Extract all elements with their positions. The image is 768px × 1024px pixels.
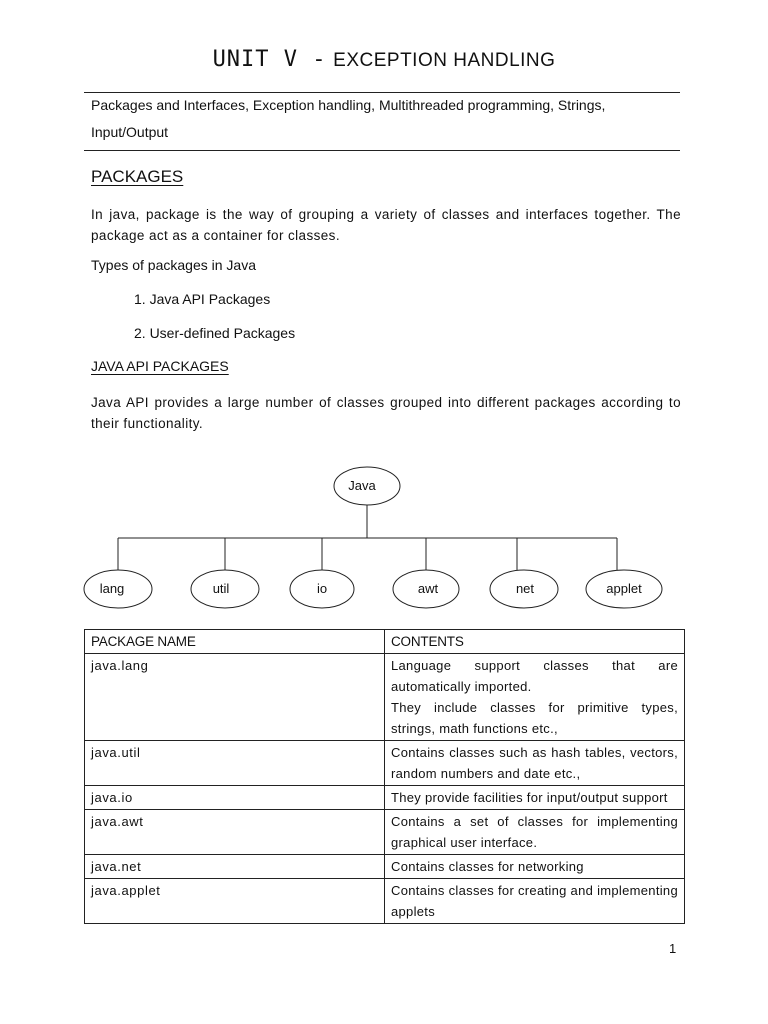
column-header-package-name: PACKAGE NAME bbox=[85, 630, 385, 654]
table-row bbox=[85, 741, 685, 786]
contents-line: They provide facilities for input/output support bbox=[391, 790, 668, 805]
list-item-api-packages: 1. Java API Packages bbox=[134, 291, 271, 307]
contents-cell bbox=[385, 654, 685, 741]
contents-cell bbox=[385, 810, 685, 855]
contents-cell bbox=[385, 855, 685, 879]
diagram-node-label-util: util bbox=[212, 581, 230, 596]
title-topic: EXCEPTION HANDLING bbox=[333, 50, 556, 71]
page-title bbox=[0, 46, 768, 72]
contents-cell bbox=[385, 786, 685, 810]
contents-line: Contains classes for creating and implementing applets bbox=[391, 883, 678, 919]
contents-cell bbox=[385, 741, 685, 786]
contents-line: They include classes for primitive types, strings, math functions etc., bbox=[391, 700, 678, 736]
contents-line: Contains classes for networking bbox=[391, 859, 584, 874]
diagram-node-label-net: net bbox=[515, 581, 535, 596]
contents-cell bbox=[385, 879, 685, 924]
diagram-root-label: Java bbox=[348, 478, 376, 493]
diagram-node-label-lang: lang bbox=[99, 581, 125, 596]
table-row bbox=[85, 879, 685, 924]
table-header-row bbox=[85, 630, 685, 654]
column-header-contents: CONTENTS bbox=[385, 630, 685, 654]
package-name-cell: java.lang bbox=[85, 654, 385, 741]
package-name-cell: java.applet bbox=[85, 879, 385, 924]
contents-line: Language support classes that are automatically imported. bbox=[391, 658, 678, 694]
intro-paragraph: In java, package is the way of grouping a variety of classes and interfaces together. The package act as a container for classes. bbox=[91, 207, 681, 243]
types-heading: Types of packages in Java bbox=[91, 257, 256, 273]
table-row bbox=[85, 855, 685, 879]
title-unit: UNIT V - bbox=[212, 47, 327, 72]
package-name-cell: java.awt bbox=[85, 810, 385, 855]
diagram-node-label-awt: awt bbox=[417, 581, 439, 596]
bottom-rule bbox=[84, 150, 680, 151]
page-number: 1 bbox=[669, 941, 677, 956]
list-item-user-packages: 2. User-defined Packages bbox=[134, 325, 296, 341]
packages-heading: PACKAGES bbox=[91, 167, 184, 186]
table-row bbox=[85, 810, 685, 855]
table-row bbox=[85, 654, 685, 741]
packages-table bbox=[84, 629, 685, 924]
unit-topics: Packages and Interfaces, Exception handling, Multithreaded programming, Strings, Input/Output bbox=[91, 97, 606, 140]
table-row bbox=[85, 786, 685, 810]
package-name-cell: java.net bbox=[85, 855, 385, 879]
diagram-node-label-applet: applet bbox=[606, 581, 642, 596]
contents-line: Contains classes such as hash tables, vectors, random numbers and date etc., bbox=[391, 745, 678, 781]
package-hierarchy-diagram bbox=[0, 460, 768, 620]
package-name-cell: java.util bbox=[85, 741, 385, 786]
api-paragraph: Java API provides a large number of classes grouped into different packages according to their functionality. bbox=[91, 395, 681, 431]
contents-line: Contains a set of classes for implementing graphical user interface. bbox=[391, 814, 678, 850]
package-name-cell: java.io bbox=[85, 786, 385, 810]
api-packages-heading: JAVA API PACKAGES bbox=[91, 358, 229, 374]
diagram-node-label-io: io bbox=[316, 581, 328, 596]
